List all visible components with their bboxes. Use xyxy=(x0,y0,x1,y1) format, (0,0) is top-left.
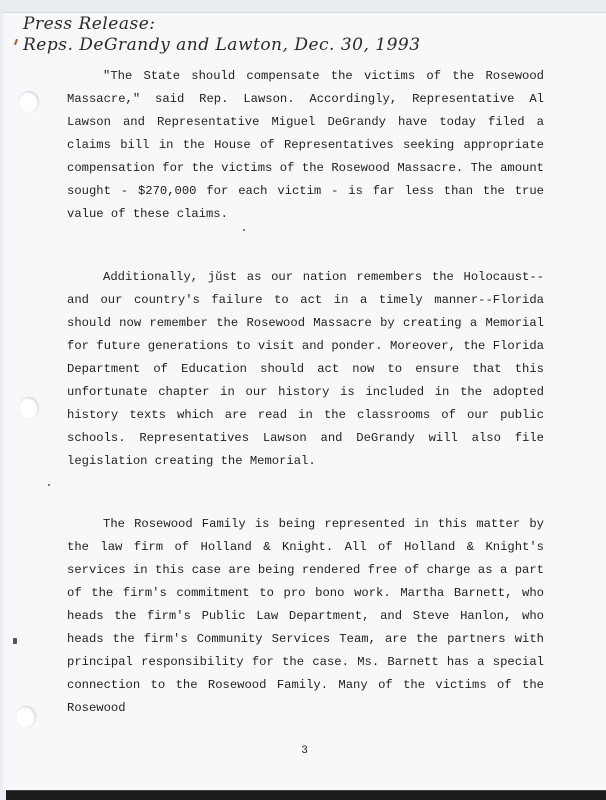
paragraph-compensation: "The State should compensate the victims of the Rosewood Massacre," said Rep. Lawson. Accordingly, Representative Al Lawson and Representative Miguel DeGrandy have today filed a claims bill in the House of Representatives seeking appropriate compensation for the victims of the Rosewood Massacre. The amount sought - $270,000 for each victim - is far less than the true value of these claims. xyxy=(67,69,544,221)
handwritten-subtitle: Reps. DeGrandy and Lawton, Dec. 30, 1993 xyxy=(23,35,421,55)
handwritten-title: Press Release: xyxy=(23,14,156,34)
paragraph-representation: The Rosewood Family is being represented in this matter by the law firm of Holland & Knight. All of Holland & Knight's services in this case are being rendered free of charge as a part of the firm's commitment to pro bono work. Martha Barnett, who heads the firm's Public Law Department, and Steve Hanlon, who heads the firm's Community Services Team, are the partners with principal responsibility for the case. Ms. Barnett has a special connection to the Rosewood Family. Many of the victims of the Rosewood xyxy=(67,517,544,715)
handwritten-annotation xyxy=(23,12,583,56)
page-number: 3 xyxy=(301,745,308,757)
document-body xyxy=(67,65,544,720)
page-content-flow xyxy=(3,12,606,758)
scanner-edge-bar xyxy=(6,790,606,800)
scanned-page xyxy=(3,12,606,790)
paragraph-memorial: Additionally, jŭst as our nation remembers the Holocaust--and our country's failure to act in a timely manner--Florida should now remember the Rosewood Massacre by creating a Memorial for future generations to visit and ponder. Moreover, the Florida Department of Education should act now to ensure that this unfortunate chapter in our history is included in the adopted history texts which are read in the classrooms of our public schools. Representatives Lawson and DeGrandy will also file legislation creating the Memorial. xyxy=(67,270,544,468)
